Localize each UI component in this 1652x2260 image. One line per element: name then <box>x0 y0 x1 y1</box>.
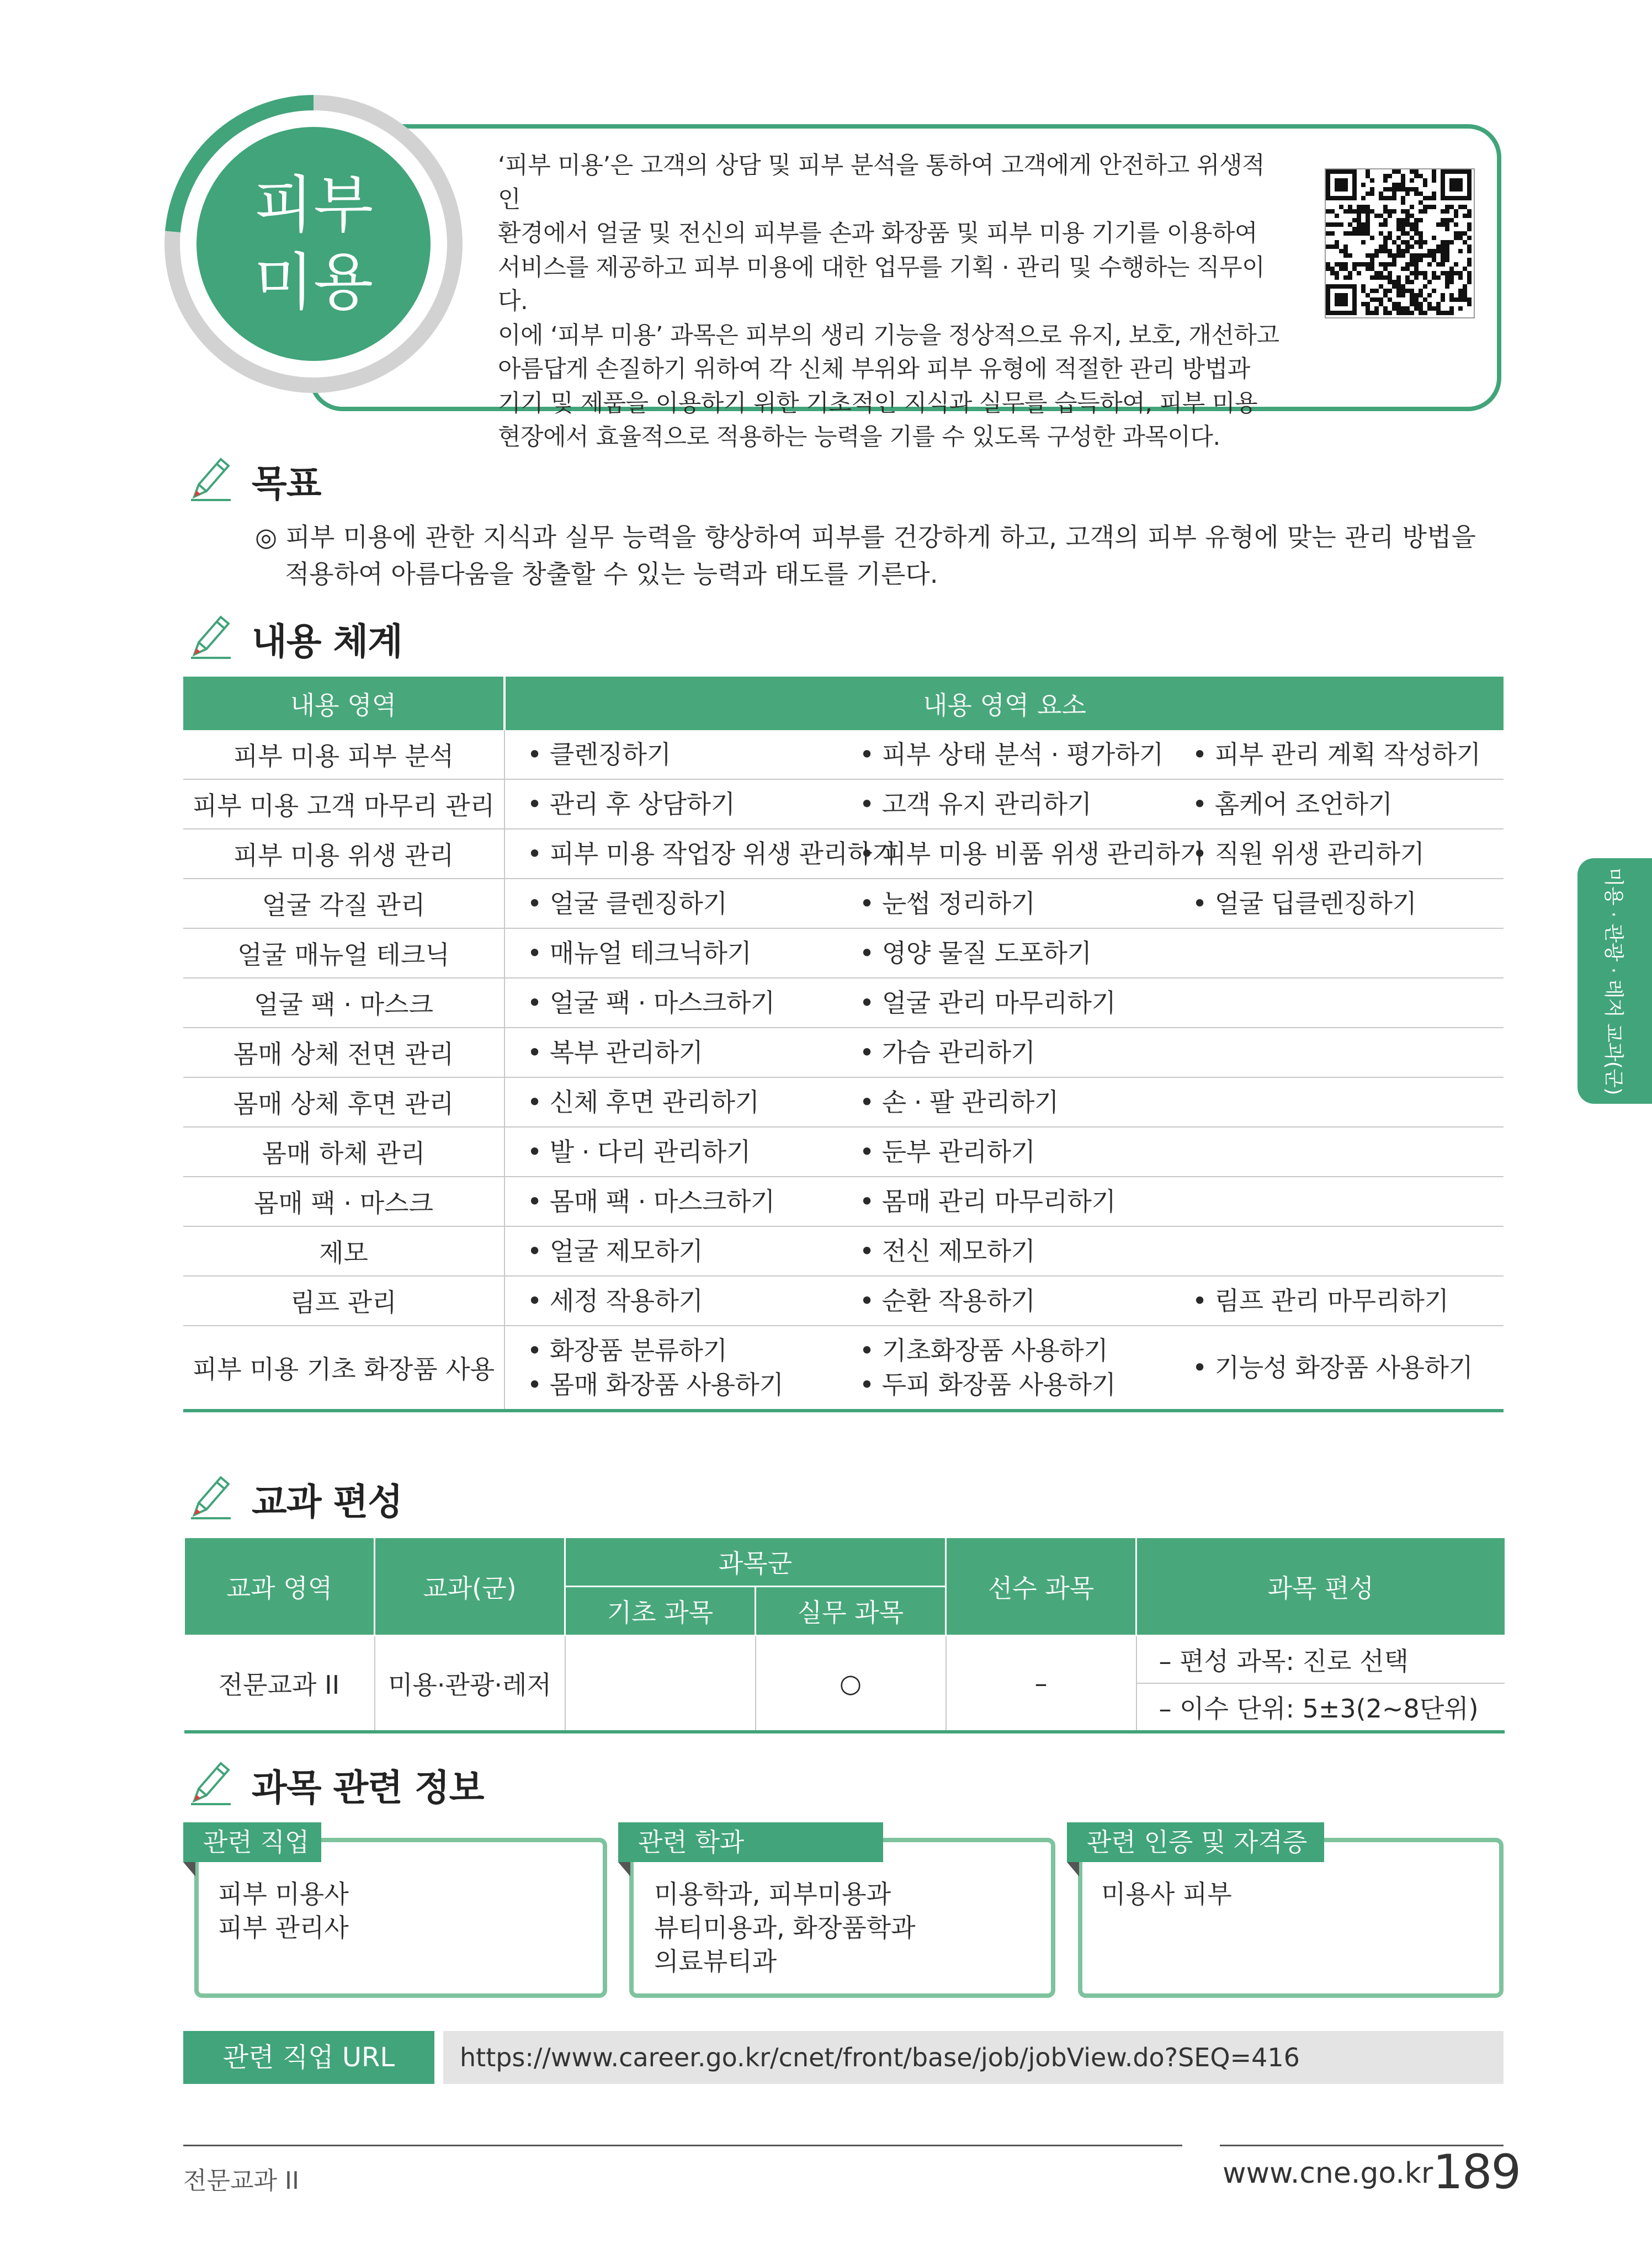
content-element-item: • 고객 유지 관리하기 <box>859 789 1092 819</box>
content-element-cell <box>837 829 1204 879</box>
curriculum-heading: 교과 편성 <box>182 1471 402 1526</box>
goal-word: 맞는 <box>1287 522 1336 552</box>
footer-subject: 전문교과 II <box>183 2167 299 2195</box>
content-element-cell <box>837 1326 1170 1411</box>
content-element-cell <box>837 879 1170 928</box>
content-element-cell <box>837 1127 1170 1177</box>
cell-basic <box>565 1636 756 1732</box>
content-element-cell <box>837 1028 1170 1077</box>
content-element-item: • 가슴 관리하기 <box>859 1038 1035 1067</box>
content-area-cell: 몸매 하체 관리 <box>183 1127 504 1177</box>
related-certs-label: 관련 인증 및 자격증 <box>1067 1822 1324 1862</box>
content-element-item: • 관리 후 상담하기 <box>527 789 735 819</box>
goal-word: 지식과 <box>482 522 557 552</box>
content-element-item: • 손 · 팔 관리하기 <box>859 1087 1059 1117</box>
content-area-cell: 피부 미용 위생 관리 <box>183 829 504 879</box>
goal-word: 미용에 <box>343 522 417 552</box>
content-element-cell <box>837 928 1170 978</box>
header-basic: 기초 과목 <box>565 1587 756 1636</box>
content-element-cell <box>504 1226 837 1276</box>
footer-divider <box>183 2145 1182 2146</box>
cell-org-2: – 이수 단위: 5±3(2~8단위) <box>1136 1683 1505 1732</box>
content-element-item: • 피부 미용 비품 위생 관리하기 <box>859 839 1204 869</box>
table-row <box>183 730 1504 779</box>
page-number: 189 <box>1433 2145 1521 2200</box>
content-element-cell <box>1170 1276 1504 1326</box>
goal-word: 하고, <box>1000 522 1057 552</box>
table-row <box>183 1177 1504 1226</box>
content-element-cell <box>504 1276 837 1326</box>
content-system-heading: 내용 체계 <box>182 610 402 666</box>
content-element-item: • 눈썹 정리하기 <box>859 889 1035 918</box>
cell-group: 미용·관광·레저 <box>375 1636 565 1732</box>
goal-word: 능력을 <box>622 522 697 552</box>
content-element-item: • 기초화장품 사용하기 <box>859 1336 1108 1365</box>
content-element-cell <box>1170 730 1504 779</box>
content-area-cell: 제모 <box>183 1226 504 1276</box>
content-element-cell <box>837 1276 1170 1326</box>
content-element-cell <box>837 730 1170 779</box>
content-element-item: • 얼굴 팩 · 마스크하기 <box>527 988 775 1018</box>
table-row <box>183 1226 1504 1276</box>
cell-area: 전문교과 II <box>184 1636 375 1732</box>
content-area-cell: 몸매 팩 · 마스크 <box>183 1177 504 1226</box>
goal-word: 피부 <box>285 522 335 552</box>
pencil-icon <box>182 1757 237 1812</box>
content-element-item: • 얼굴 클렌징하기 <box>527 889 727 918</box>
content-element-item: • 얼굴 관리 마무리하기 <box>859 988 1116 1018</box>
goal-heading: 목표 <box>182 453 321 508</box>
content-element-cell <box>1170 978 1504 1028</box>
content-element-item: • 두피 화장품 사용하기 <box>859 1370 1116 1400</box>
content-element-cell <box>504 928 837 978</box>
content-element-cell <box>1170 928 1504 978</box>
content-element-cell <box>1170 879 1504 928</box>
cell-practice: ○ <box>756 1636 946 1732</box>
header-group: 교과(군) <box>375 1538 565 1636</box>
related-jobs-list: 피부 미용사 피부 관리사 <box>218 1879 349 1943</box>
job-url-link[interactable]: https://www.career.go.kr/cnet/front/base/job/jobView.do?SEQ=416 <box>443 2031 1504 2084</box>
content-element-item: • 복부 관리하기 <box>527 1038 703 1067</box>
related-certs-list: 미용사 피부 <box>1101 1879 1232 1909</box>
table-row <box>183 928 1504 978</box>
content-element-cell <box>504 879 837 928</box>
content-element-item: • 홈케어 조언하기 <box>1192 789 1393 819</box>
content-element-item: • 순환 작용하기 <box>859 1286 1035 1316</box>
related-jobs-label: 관련 직업 <box>183 1822 321 1862</box>
content-element-item: • 전신 제모하기 <box>859 1236 1035 1266</box>
content-element-item: • 직원 위생 관리하기 <box>1192 839 1425 869</box>
content-element-cell <box>504 779 837 829</box>
content-element-cell <box>504 1028 837 1077</box>
content-element-cell <box>1170 779 1504 829</box>
content-element-item: • 피부 미용 작업장 위생 관리하기 <box>527 839 896 869</box>
pencil-icon <box>182 610 237 666</box>
content-element-item: • 몸매 관리 마무리하기 <box>859 1187 1116 1216</box>
side-category-tab: 미용 · 관광 · 레저 교과(군) <box>1577 858 1652 1104</box>
qr-code-icon[interactable] <box>1325 168 1475 318</box>
content-element-item: • 얼굴 제모하기 <box>527 1236 703 1266</box>
goal-word: 피부 <box>1148 522 1197 552</box>
content-element-item: • 매뉴얼 테크닉하기 <box>527 938 752 968</box>
content-area-cell: 얼굴 팩 · 마스크 <box>183 978 504 1028</box>
content-element-cell <box>1170 1226 1504 1276</box>
related-depts-list: 미용학과, 피부미용과 뷰티미용과, 화장품학과 의료뷰티과 <box>654 1879 916 1976</box>
table-row <box>183 1326 1504 1411</box>
content-element-item: • 세정 작용하기 <box>527 1286 703 1316</box>
table-header-row <box>183 677 1504 730</box>
table-row <box>183 779 1504 829</box>
goal-text: ◎ 피부 미용에 관한 지식과 실무 능력을 향상하여 피부를 건강하게 하고, 고객의 피부 유형에 맞는 관리 방법을 적용하여 아름다움을 창출할 수 있는 능력과 태도를 기른다. <box>255 519 1476 593</box>
curriculum-table <box>183 1536 1505 1733</box>
content-element-item: • 영양 물질 도포하기 <box>859 938 1092 968</box>
content-element-cell <box>504 1077 837 1127</box>
pencil-icon <box>182 453 237 508</box>
goal-word: 건강하게 <box>893 522 992 552</box>
content-element-item: • 얼굴 딥클렌징하기 <box>1192 889 1417 918</box>
subject-title-line1: 피부 <box>253 169 374 241</box>
goal-word: 방법을 <box>1402 522 1476 552</box>
goal-word: ◎ <box>255 522 278 552</box>
table-row <box>183 1077 1504 1127</box>
subject-title <box>196 127 431 361</box>
table-row <box>184 1636 1505 1684</box>
content-element-cell <box>504 1177 837 1226</box>
content-element-cell <box>837 1077 1170 1127</box>
header-subject-group: 과목군 <box>565 1538 946 1587</box>
job-url-label: 관련 직업 URL <box>183 2031 434 2084</box>
goal-word: 향상하여 <box>704 522 803 552</box>
goal-word: 실무 <box>565 522 614 552</box>
table-row <box>183 1127 1504 1177</box>
col-header-elements: 내용 영역 요소 <box>504 677 1504 730</box>
content-element-cell <box>504 1326 837 1411</box>
content-element-item: • 몸매 화장품 사용하기 <box>527 1370 784 1400</box>
content-element-item: • 둔부 관리하기 <box>859 1137 1035 1167</box>
content-element-item: • 발 · 다리 관리하기 <box>527 1137 751 1167</box>
pencil-icon <box>182 1471 237 1526</box>
content-element-item: • 몸매 팩 · 마스크하기 <box>527 1187 775 1216</box>
table-row <box>183 879 1504 928</box>
header-prereq: 선수 과목 <box>946 1538 1136 1636</box>
col-header-area: 내용 영역 <box>183 677 504 730</box>
related-depts-label: 관련 학과 <box>618 1822 883 1862</box>
content-element-cell <box>837 779 1170 829</box>
content-element-cell <box>504 1127 837 1177</box>
content-area-cell: 림프 관리 <box>183 1276 504 1326</box>
goal-word: 고객의 <box>1065 522 1139 552</box>
content-element-cell <box>1170 1326 1504 1411</box>
goal-word: 관리 <box>1345 522 1394 552</box>
table-row <box>183 1276 1504 1326</box>
table-row <box>183 829 1504 879</box>
table-row <box>183 978 1504 1028</box>
content-area-cell: 피부 미용 피부 분석 <box>183 730 504 779</box>
content-area-cell: 얼굴 매뉴얼 테크닉 <box>183 928 504 978</box>
content-element-item: • 신체 후면 관리하기 <box>527 1087 759 1117</box>
content-area-cell: 얼굴 각질 관리 <box>183 879 504 928</box>
goal-word: 관한 <box>425 522 475 552</box>
cell-prereq: – <box>946 1636 1136 1732</box>
content-element-item: • 화장품 분류하기 <box>527 1336 727 1365</box>
table-row <box>183 1028 1504 1077</box>
content-element-cell <box>504 829 896 879</box>
content-area-cell: 피부 미용 기초 화장품 사용 <box>183 1326 504 1411</box>
content-element-cell <box>1170 1028 1504 1077</box>
content-element-cell <box>504 730 837 779</box>
content-element-item: • 기능성 화장품 사용하기 <box>1192 1353 1473 1382</box>
content-element-cell <box>837 1226 1170 1276</box>
content-element-cell <box>1170 1127 1504 1177</box>
content-area-cell: 피부 미용 고객 마무리 관리 <box>183 779 504 829</box>
goal-word: 유형에 <box>1205 522 1279 552</box>
header-practice: 실무 과목 <box>756 1587 946 1636</box>
content-area-cell: 몸매 상체 전면 관리 <box>183 1028 504 1077</box>
header-area: 교과 영역 <box>184 1538 375 1636</box>
intro-text: ‘피부 미용’은 고객의 상담 및 피부 분석을 통하여 고객에게 안전하고 위생적인 환경에서 얼굴 및 전신의 피부를 손과 화장품 및 피부 미용 기기를 이용하여 서비스를 제공하고 피부 미용에 대한 업무를 기획 · 관리 및 수행하는 직무이다. 이에 ‘피부 미용’ 과목은 피부의 생리 기능을 정상적으로 유지, 보호, 개선하고 아름답게 손질하기 위하여 각 신체 부위와 피부 유형에 적절한 관리 방법과 기기 및 제품을 이용하기 위한 기초적인 지식과 실무를 습득하여, 피부 미용 현장에서 효율적으로 적용하는 능력을 기를 수 있도록 구성한 과목이다. <box>498 152 1279 451</box>
content-system-table <box>183 677 1504 1412</box>
related-info-heading: 과목 관련 정보 <box>182 1757 484 1812</box>
content-element-cell <box>1170 1077 1504 1127</box>
header-organization: 과목 편성 <box>1136 1538 1505 1636</box>
content-element-cell <box>504 978 837 1028</box>
content-element-cell <box>837 978 1170 1028</box>
cell-org-1: – 편성 과목: 진로 선택 <box>1136 1636 1505 1684</box>
content-area-cell: 몸매 상체 후면 관리 <box>183 1077 504 1127</box>
content-element-item: • 피부 관리 계획 작성하기 <box>1192 740 1481 769</box>
goal-word: 피부를 <box>811 522 885 552</box>
content-element-cell <box>1170 829 1504 879</box>
content-element-item: • 클렌징하기 <box>527 740 671 769</box>
content-element-cell <box>837 1177 1170 1226</box>
footer-website[interactable]: www.cne.go.kr <box>1223 2157 1433 2190</box>
content-element-item: • 림프 관리 마무리하기 <box>1192 1286 1449 1316</box>
subject-title-line2: 미용 <box>253 247 374 318</box>
content-element-cell <box>1170 1177 1504 1226</box>
content-element-item: • 피부 상태 분석 · 평가하기 <box>859 740 1164 769</box>
